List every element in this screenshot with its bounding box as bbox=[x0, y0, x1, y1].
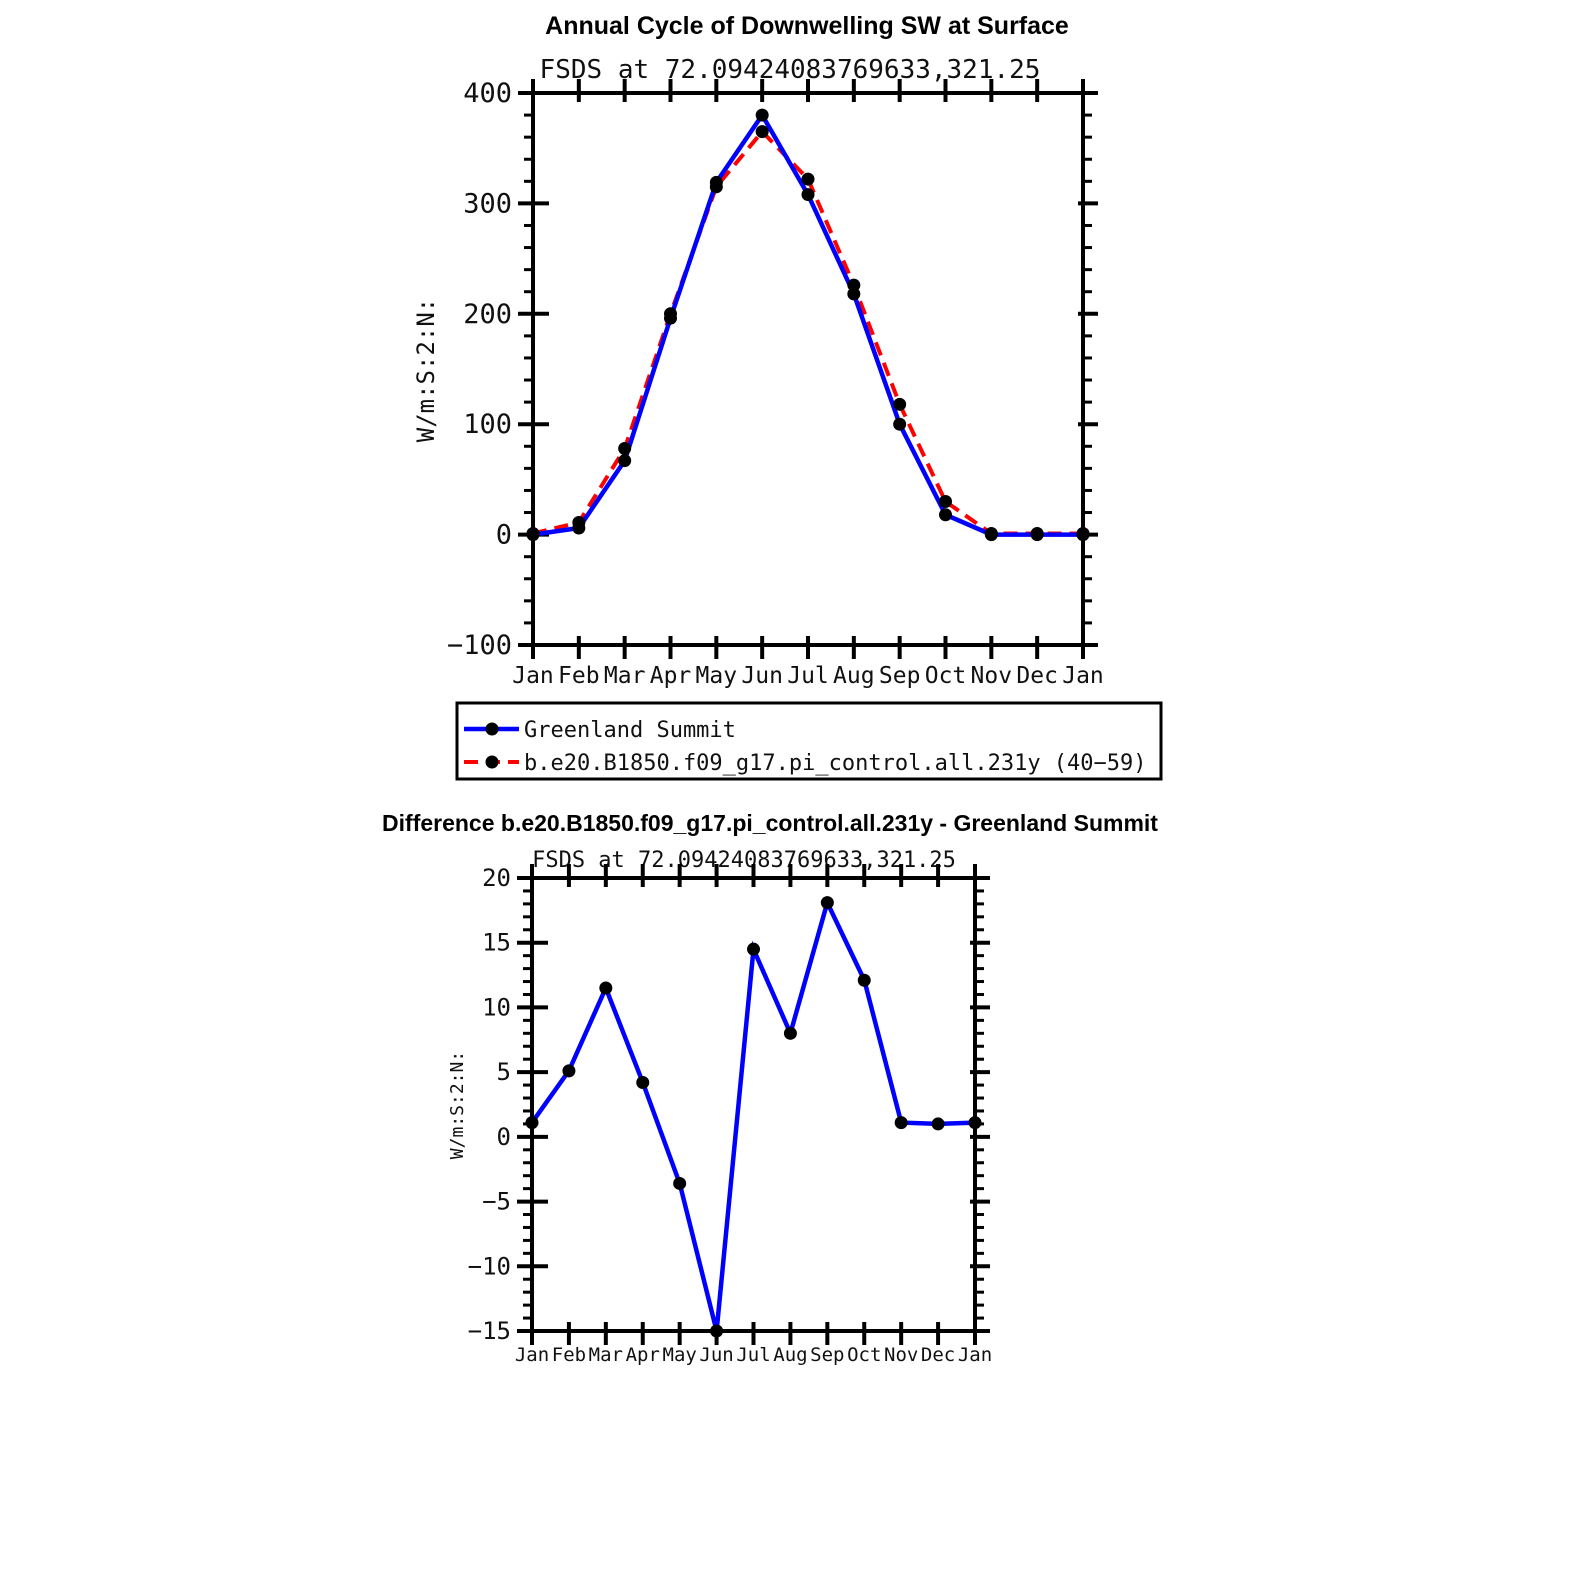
y-tick-label: 0 bbox=[496, 1122, 511, 1151]
x-month-label: Nov bbox=[970, 663, 1013, 689]
legend bbox=[457, 703, 1161, 779]
top-chart-title: Annual Cycle of Downwelling SW at Surface bbox=[545, 12, 1069, 40]
data-point-marker bbox=[893, 418, 906, 431]
y-tick-label: 400 bbox=[463, 78, 512, 109]
data-point-marker bbox=[572, 516, 585, 529]
data-point-marker bbox=[932, 1117, 945, 1130]
data-point-marker bbox=[526, 1116, 539, 1129]
x-month-label: Jan bbox=[1062, 663, 1104, 689]
y-tick-label: 300 bbox=[463, 188, 512, 220]
x-month-label: Mar bbox=[603, 663, 646, 689]
bottom-chart-title: Difference b.e20.B1850.f09_g17.pi_control.all.231y - Greenland Summit bbox=[382, 810, 1158, 836]
data-point-marker bbox=[527, 527, 540, 540]
bottom-chart-plot bbox=[468, 864, 993, 1366]
x-month-label: Jan bbox=[512, 663, 554, 689]
data-point-marker bbox=[710, 180, 723, 193]
x-month-label: Jul bbox=[787, 663, 829, 689]
data-point-marker bbox=[802, 173, 815, 186]
x-month-label: Nov bbox=[884, 1344, 919, 1366]
series-line-0 bbox=[532, 903, 975, 1331]
data-point-marker bbox=[784, 1027, 797, 1040]
data-point-marker bbox=[847, 279, 860, 292]
y-tick-label: 10 bbox=[482, 993, 511, 1022]
data-point-marker bbox=[710, 1325, 723, 1338]
data-point-marker bbox=[939, 508, 952, 521]
x-month-label: May bbox=[662, 1344, 697, 1366]
data-point-marker bbox=[802, 188, 815, 201]
bottom-chart-subtitle: FSDS at 72.09424083769633,321.25 bbox=[532, 848, 956, 873]
y-tick-label: 15 bbox=[482, 928, 511, 957]
data-point-marker bbox=[1077, 527, 1090, 540]
data-point-marker bbox=[618, 442, 631, 455]
x-month-label: Oct bbox=[847, 1344, 882, 1366]
x-month-label: Jun bbox=[741, 663, 783, 689]
top-chart-y-axis-label: W/m:S:2:N: bbox=[412, 297, 440, 443]
y-tick-label: −5 bbox=[482, 1187, 511, 1216]
x-month-label: Jul bbox=[736, 1344, 771, 1366]
data-point-marker bbox=[1031, 527, 1044, 540]
y-tick-label: −100 bbox=[446, 630, 512, 661]
x-month-label: Dec bbox=[920, 1344, 956, 1366]
x-month-label: Sep bbox=[810, 1344, 845, 1366]
y-tick-label: 200 bbox=[463, 298, 512, 330]
x-month-label: Dec bbox=[1016, 663, 1058, 689]
y-tick-label: 0 bbox=[495, 519, 512, 551]
legend-marker-dot-icon bbox=[486, 723, 499, 736]
data-point-marker bbox=[895, 1116, 908, 1129]
x-month-label: Apr bbox=[625, 1344, 660, 1366]
y-tick-label: −10 bbox=[467, 1252, 511, 1281]
data-point-marker bbox=[673, 1177, 686, 1190]
y-tick-label: −15 bbox=[467, 1317, 511, 1345]
x-month-label: Aug bbox=[833, 663, 875, 689]
data-point-marker bbox=[939, 495, 952, 508]
legend-label-greenland-summit: Greenland Summit bbox=[524, 718, 736, 743]
top-chart-subtitle: FSDS at 72.09424083769633,321.25 bbox=[539, 55, 1041, 85]
data-point-marker bbox=[756, 109, 769, 122]
x-month-label: Jan bbox=[957, 1344, 993, 1366]
x-month-label: Oct bbox=[924, 663, 967, 689]
legend-label-model-case: b.e20.B1850.f09_g17.pi_control.all.231y (40−59) bbox=[524, 751, 1147, 776]
data-point-marker bbox=[747, 943, 760, 956]
y-tick-label: 5 bbox=[496, 1058, 511, 1087]
x-month-label: Apr bbox=[649, 663, 692, 689]
data-point-marker bbox=[636, 1076, 649, 1089]
x-month-label: Mar bbox=[588, 1344, 623, 1366]
data-point-marker bbox=[985, 527, 998, 540]
x-month-label: Feb bbox=[558, 663, 600, 689]
data-point-marker bbox=[893, 398, 906, 411]
data-point-marker bbox=[821, 896, 834, 909]
data-point-marker bbox=[664, 307, 677, 320]
legend-marker-dot-icon bbox=[486, 756, 499, 769]
data-point-marker bbox=[756, 125, 769, 138]
top-chart-plot bbox=[447, 78, 1104, 689]
y-tick-label: 20 bbox=[482, 864, 511, 892]
x-month-label: May bbox=[695, 663, 738, 689]
x-month-label: Aug bbox=[773, 1344, 808, 1366]
x-month-label: Sep bbox=[878, 663, 921, 689]
data-point-marker bbox=[618, 454, 631, 467]
data-point-marker bbox=[969, 1116, 982, 1129]
x-month-label: Jan bbox=[514, 1344, 550, 1366]
x-month-label: Feb bbox=[551, 1344, 587, 1366]
x-month-label: Jun bbox=[699, 1344, 734, 1366]
bottom-chart-y-axis-label: W/m:S:2:N: bbox=[447, 1050, 468, 1160]
y-tick-label: 100 bbox=[463, 409, 512, 441]
data-point-marker bbox=[599, 982, 612, 995]
data-point-marker bbox=[562, 1064, 575, 1077]
data-point-marker bbox=[858, 974, 871, 987]
